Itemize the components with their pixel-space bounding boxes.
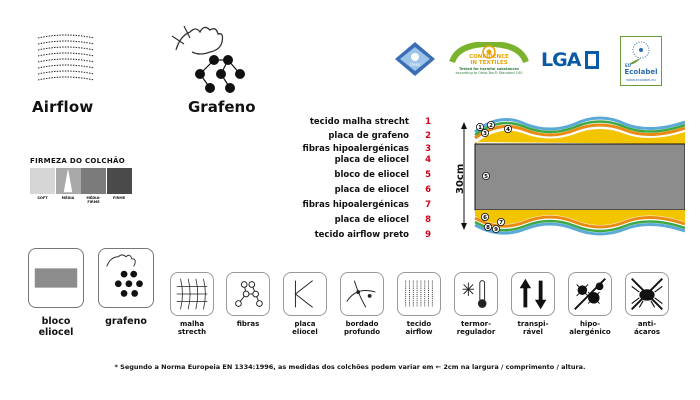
feature-caption-line2: airflow [405,328,433,337]
section-marker: 5 [484,174,488,180]
feature-thermoregulating [454,272,498,337]
fibers-icon [227,273,269,315]
ecolabel-prefix: EU [625,63,631,68]
firmness-label-media: MÉDIA [61,196,75,200]
feature-caption-line1: tecido [406,320,432,328]
feature-deep-embroidery [340,272,384,337]
lga-cert-logo [541,42,601,76]
feature-caption-line2: alergénico [569,328,611,337]
feature-caption-line2: ácaros [633,328,661,337]
layer-label: placa de grafeno [328,130,409,141]
layer-row [280,230,435,244]
hypoallergenic-icon [569,273,611,315]
layer-row [280,170,435,184]
feature-graphene [98,248,154,327]
foam-plate-icon [284,273,326,315]
mattress-cross-section [455,112,685,242]
layer-label: tecido malha strecht [309,117,409,127]
feature-airflow-fabric [397,272,441,337]
confidence-line4: according to Oeko-Tex® Standard 100 [455,71,523,76]
confidence-line1: CONFIDENCE [469,54,509,60]
layer-number: 5 [425,170,431,180]
confidence-line3: Tested for harmful substances [459,67,519,71]
feature-foam-plate [283,272,327,337]
footnote: * Segundo a Norma Europeia EN 1334:1996, as medidas dos colchões podem variar em ← 2cm na largura / comprimento / altura. [114,363,586,371]
firmness-label-soft: SOFT [37,196,48,200]
layer-label: placa de eliocel [334,214,409,225]
feature-caption-line2: profundo [343,328,381,337]
layer-number: 2 [425,130,431,141]
layer-label: placa de eliocel [334,185,409,195]
stretch-mesh-icon [171,273,213,315]
section-marker: 2 [489,123,493,129]
ecolabel-url: www.ecolabel.eu [626,78,656,82]
firmness-media-firme [81,168,106,194]
layer-row [280,185,435,199]
layer-row [280,155,435,169]
feature-caption-line1: fibras [236,320,260,328]
layer-row [280,117,435,131]
section-marker: 1 [478,125,482,131]
firmness-firme [107,168,132,194]
eu-ecolabel-logo [620,36,662,86]
section-marker: 7 [499,220,503,226]
firmness-soft [30,168,55,194]
feature-breathable [511,272,555,337]
feature-caption-line1: termor- [460,320,491,328]
feature-fibers [226,272,270,328]
layer-label: bloco de eliocel [334,170,409,180]
breathable-arrows-icon [512,273,554,315]
thermometer-icon [455,273,497,315]
feature-caption-line1: hipo- [579,320,601,328]
section-marker: 8 [486,225,490,231]
feature-hypoallergenic [568,272,612,337]
feature-caption-line2: strecth [177,328,207,337]
confidence-line2: IN TEXTILES [470,60,508,67]
layer-row [280,131,435,145]
feature-caption-line1: transpi- [517,320,549,328]
layer-label: tecido airflow preto [314,229,409,240]
layer-label: fibras hipoalergénicas [302,144,409,154]
feature-caption-line2: eliocel [38,327,74,339]
airflow-fabric-icon [398,273,440,315]
layer-row [280,215,435,229]
section-marker: 6 [483,215,487,221]
section-marker: 4 [506,127,510,133]
foam-block-icon [29,249,83,307]
lga-text: LGA [541,49,581,71]
firmness-label-firme: FIRME [112,196,126,200]
oeko-cert-logo [395,42,435,76]
feature-stretch-mesh [170,272,214,337]
layer-number: 1 [425,117,431,127]
layer-number: 8 [425,214,431,225]
airflow-brand-label: Airflow [32,98,94,116]
layer-number: 3 [425,144,431,154]
layer-number: 9 [425,229,431,240]
section-marker: 9 [494,227,498,233]
feature-caption-line1: malha [179,320,205,328]
layer-number: 7 [425,200,431,210]
layer-label: placa de eliocel [334,154,409,165]
feature-caption-line1: bordado [345,320,379,328]
lga-emblem-icon [585,51,599,69]
firmness-indicator-icon [55,168,81,194]
firmness-scale [30,168,132,194]
feature-caption-line1: placa [294,320,316,328]
anti-mites-icon [626,273,668,315]
confidence-in-textiles-logo [448,42,530,76]
layer-number: 6 [425,185,431,195]
feature-anti-mites [625,272,669,337]
feature-caption-line2: eliocel [292,328,318,337]
graphene-hand-icon [170,22,252,96]
layer-number: 4 [425,154,431,165]
section-marker: 3 [483,131,487,137]
feature-caption-line2: regulador [456,328,496,337]
layer-row [280,200,435,214]
graphene-icon [99,249,153,307]
mattress-height-label: 30cm [455,163,466,194]
ecolabel-name: Ecolabel [624,68,658,76]
svg-text:Oeko: Oeko [409,62,421,67]
feature-caption-line2: rável [523,328,543,337]
feature-caption-line1: bloco [41,316,71,327]
feature-caption-line1: grafeno [105,316,147,327]
firmness-title: FIRMEZA DO COLCHÃO [30,157,125,165]
airflow-logo-icon [34,32,98,84]
feature-foam-block [28,248,84,339]
grafeno-brand-label: Grafeno [188,98,256,116]
deep-embroidery-icon [341,273,383,315]
feature-caption-line1: anti- [637,320,657,328]
firmness-label-media-firme: MÉDIA-FIRME [86,196,101,204]
layer-label: fibras hipoalergénicas [302,200,409,210]
